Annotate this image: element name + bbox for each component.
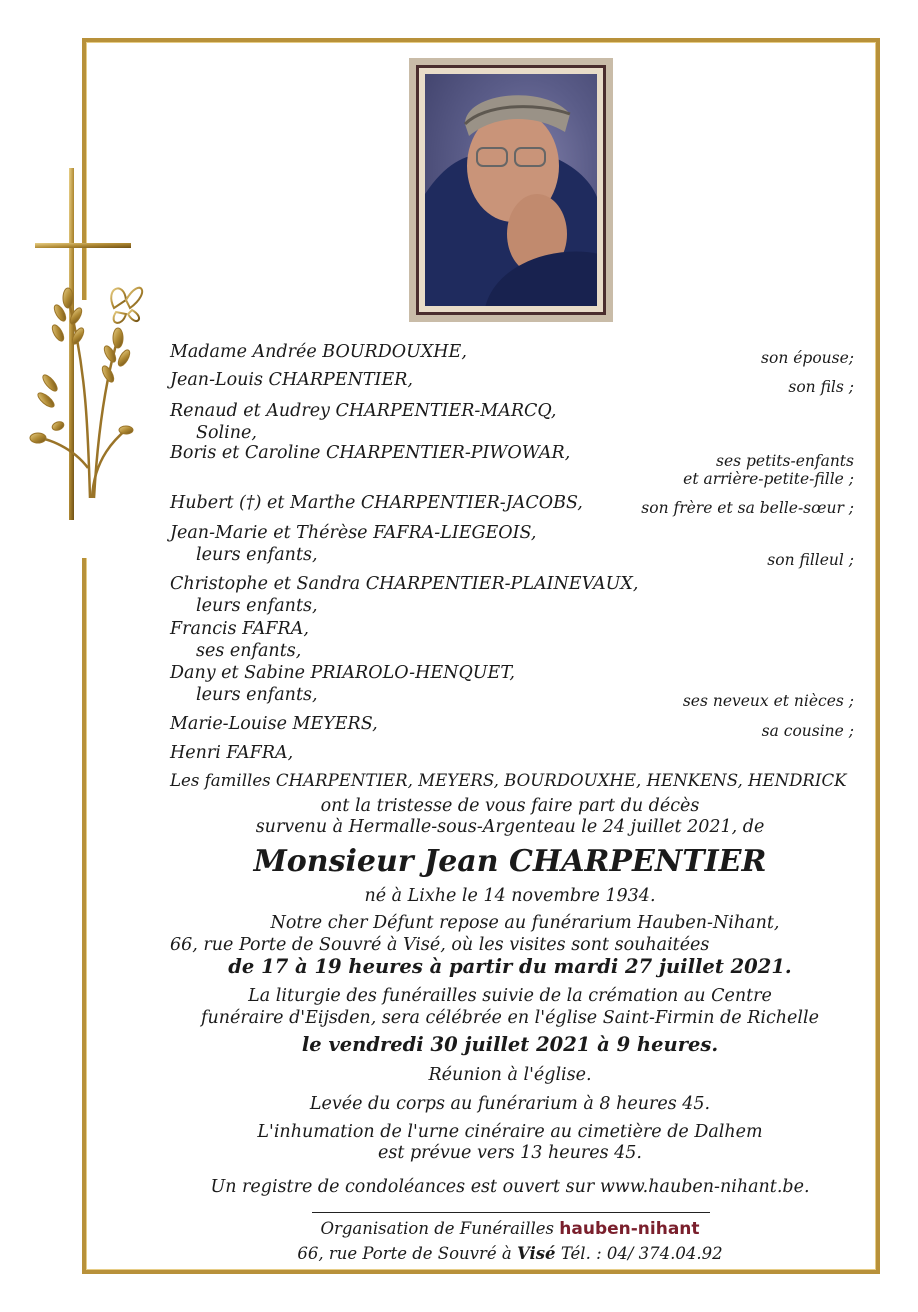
family-name: Christophe et Sandra CHARPENTIER-PLAINEVAUX, bbox=[170, 574, 639, 594]
rest-line: 66, rue Porte de Souvré à Visé, où les visites sont souhaitées bbox=[170, 935, 710, 955]
family-name: Jean-Marie et Thérèse FAFRA-LIEGEOIS, bbox=[170, 523, 537, 543]
family-relation: ses neveux et nièces ; bbox=[682, 692, 854, 710]
family-name: Les familles CHARPENTIER, MEYERS, BOURDOUXHE, HENKENS, HENDRICK bbox=[170, 771, 847, 790]
liturgy-line: La liturgie des funérailles suivie de la crémation au Centre bbox=[248, 986, 772, 1006]
meeting-line: Réunion à l'église. bbox=[428, 1065, 592, 1085]
liturgy-line: funéraire d'Eijsden, sera célébrée en l'église Saint-Firmin de Richelle bbox=[201, 1008, 819, 1028]
family-relation: son filleul ; bbox=[767, 551, 854, 569]
visit-hours: de 17 à 19 heures à partir du mardi 27 juillet 2021. bbox=[228, 955, 792, 978]
urn-line: est prévue vers 13 heures 45. bbox=[378, 1143, 642, 1163]
family-name: Boris et Caroline CHARPENTIER-PIWOWAR, bbox=[170, 443, 571, 463]
family-name: ses enfants, bbox=[196, 641, 302, 661]
family-name: Madame Andrée BOURDOUXHE, bbox=[170, 342, 467, 362]
family-name: Renaud et Audrey CHARPENTIER-MARCQ, bbox=[170, 401, 557, 421]
family-name: Francis FAFRA, bbox=[170, 619, 309, 639]
family-name: Henri FAFRA, bbox=[170, 743, 294, 763]
ceremony-date: le vendredi 30 juillet 2021 à 9 heures. bbox=[301, 1033, 719, 1056]
butterfly-icon bbox=[111, 288, 142, 323]
family-name: Hubert (†) et Marthe CHARPENTIER-JACOBS, bbox=[170, 493, 583, 513]
urn-line: L'inhumation de l'urne cinéraire au cimetière de Dalhem bbox=[257, 1122, 763, 1142]
family-name: Dany et Sabine PRIAROLO-HENQUET, bbox=[170, 663, 515, 683]
family-name: Soline, bbox=[196, 423, 257, 443]
footer-org-label: Organisation de Funérailles bbox=[320, 1219, 555, 1238]
family-relation: sa cousine ; bbox=[761, 722, 854, 740]
portrait-frame bbox=[409, 58, 613, 322]
family-name: leurs enfants, bbox=[196, 596, 318, 616]
announcement-line: ont la tristesse de vous faire part du décès bbox=[320, 796, 700, 816]
register-line: Un registre de condoléances est ouvert sur www.hauben-nihant.be. bbox=[210, 1177, 810, 1197]
family-relation: son fils ; bbox=[788, 378, 854, 396]
family-relation: ses petits-enfants bbox=[715, 452, 854, 470]
family-relation: et arrière-petite-fille ; bbox=[683, 470, 854, 488]
footer-address-town: Visé bbox=[516, 1244, 556, 1263]
announcement-line: survenu à Hermalle-sous-Argenteau le 24 juillet 2021, de bbox=[255, 817, 765, 837]
deceased-name: Monsieur Jean CHARPENTIER bbox=[253, 844, 767, 879]
footer-phone: Tél. : 04/ 374.04.92 bbox=[560, 1244, 723, 1263]
wheat-icon bbox=[30, 288, 133, 498]
cross-icon bbox=[28, 168, 148, 528]
footer-separator bbox=[312, 1212, 710, 1213]
footer-address bbox=[170, 1243, 850, 1264]
family-name: Jean-Louis CHARPENTIER, bbox=[170, 370, 413, 390]
footer-org bbox=[170, 1218, 850, 1240]
family-name: leurs enfants, bbox=[196, 685, 318, 705]
brand-logo: hauben-nihant bbox=[559, 1219, 700, 1239]
levee-line: Levée du corps au funérarium à 8 heures 45. bbox=[309, 1094, 711, 1114]
family-relation: son épouse; bbox=[761, 349, 854, 367]
family-relation: son frère et sa belle-sœur ; bbox=[641, 499, 854, 517]
birth-line: né à Lixhe le 14 novembre 1934. bbox=[364, 886, 656, 906]
family-name: Marie-Louise MEYERS, bbox=[170, 714, 378, 734]
cross-wheat-decoration bbox=[28, 168, 148, 528]
portrait-mat bbox=[416, 65, 606, 315]
family-name: leurs enfants, bbox=[196, 545, 318, 565]
portrait-photo bbox=[425, 74, 597, 306]
rest-line: Notre cher Défunt repose au funérarium Hauben-Nihant, bbox=[270, 913, 780, 933]
footer-address-street: 66, rue Porte de Souvré à bbox=[297, 1244, 512, 1263]
